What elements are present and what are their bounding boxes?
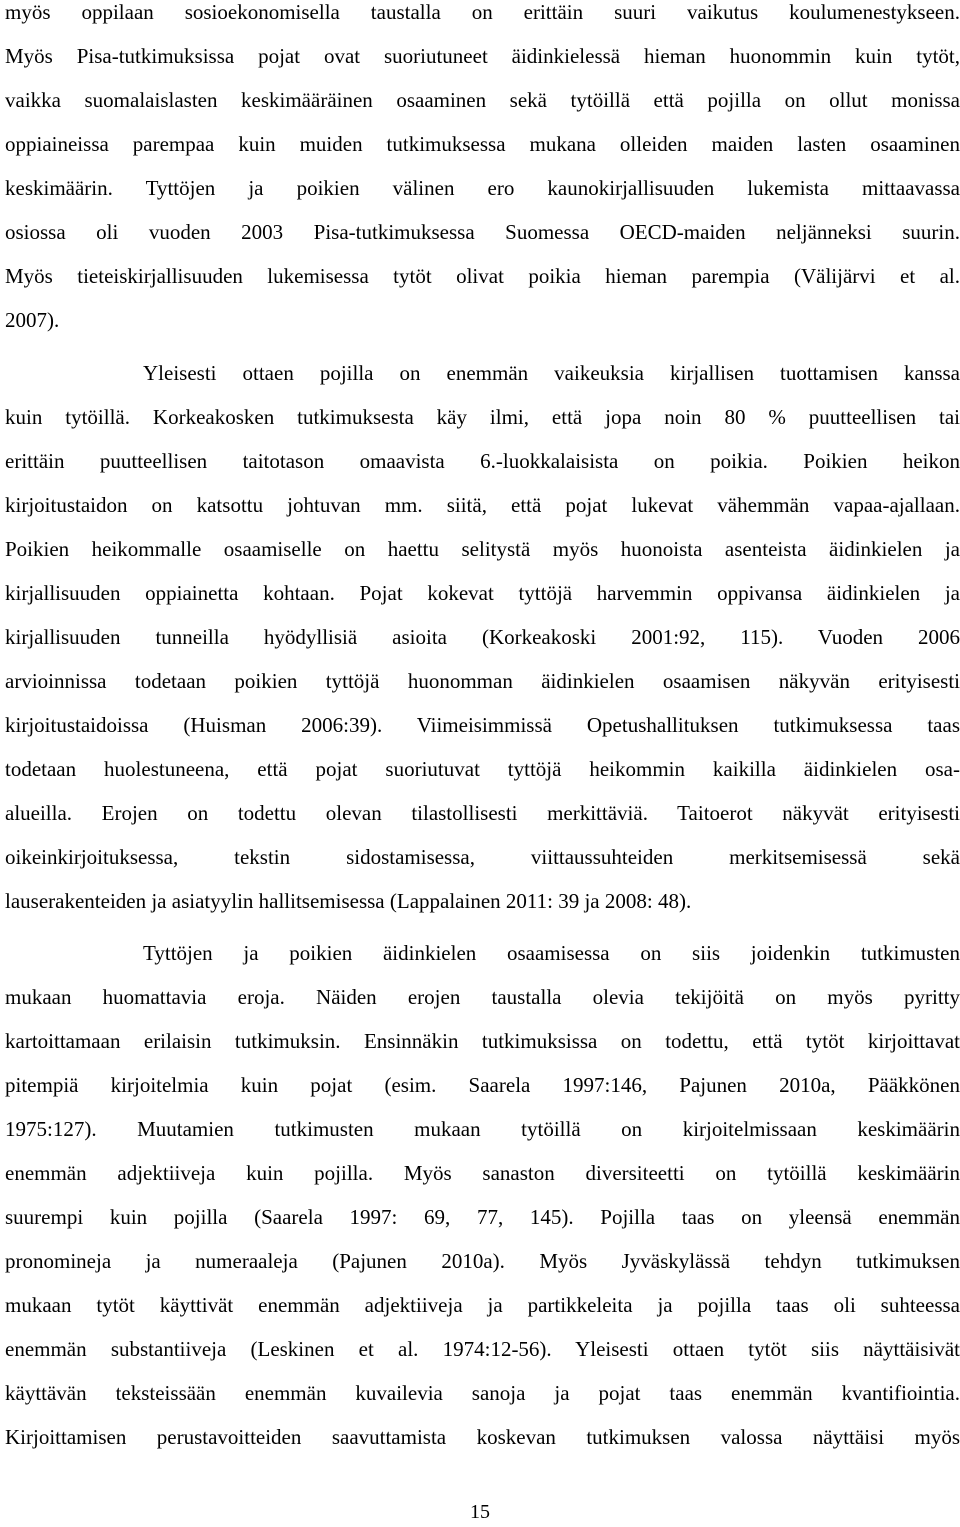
text-line: Myös tieteiskirjallisuuden lukemisessa tytöt olivat poikia hieman parempia (Välijärvi et al. xyxy=(5,264,960,288)
text-line: 1975:127). Muutamien tutkimusten mukaan tytöillä on kirjoitelmissaan keskimäärin xyxy=(5,1117,960,1141)
text-line: kirjoitustaidoissa (Huisman 2006:39). Viimeisimmissä Opetushallituksen tutkimuksessa taas xyxy=(5,713,960,737)
text-line: suurempi kuin pojilla (Saarela 1997: 69, 77, 145). Pojilla taas on yleensä enemmän xyxy=(5,1205,960,1229)
text-line: todetaan huolestuneena, että pojat suoriutuvat tyttöjä heikommin kaikilla äidinkielen osa- xyxy=(5,757,960,781)
text-line: arvioinnissa todetaan poikien tyttöjä huonomman äidinkielen osaamisen näkyvän erityisesti xyxy=(5,669,960,693)
paragraph-2 xyxy=(5,351,960,923)
text-line: alueilla. Erojen on todettu olevan tilastollisesti merkittäviä. Taitoerot näkyvät erityisesti xyxy=(5,801,960,825)
text-line: mukaan tytöt käyttivät enemmän adjektiiveja ja partikkeleita ja pojilla taas oli suhteessa xyxy=(5,1293,960,1317)
text-line: kirjallisuuden oppiainetta kohtaan. Pojat kokevat tyttöjä harvemmin oppivansa äidinkielen ja xyxy=(5,581,960,605)
text-line: Poikien heikommalle osaamiselle on haettu selitystä myös huonoista asenteista äidinkielen ja xyxy=(5,537,960,561)
text-line: enemmän adjektiiveja kuin pojilla. Myös sanaston diversiteetti on tytöillä keskimäärin xyxy=(5,1161,960,1185)
text-line: pitempiä kirjoitelmia kuin pojat (esim. Saarela 1997:146, Pajunen 2010a, Pääkkönen xyxy=(5,1073,960,1097)
page-number: 15 xyxy=(470,1501,490,1523)
text-line: myös oppilaan sosioekonomisella taustalla on erittäin suuri vaikutus koulumenestykseen. xyxy=(5,0,960,24)
text-line: lauserakenteiden ja asiatyylin hallitsemisessa (Lappalainen 2011: 39 ja 2008: 48). xyxy=(5,889,692,913)
text-line: kirjallisuuden tunneilla hyödyllisiä asioita (Korkeakoski 2001:92, 115). Vuoden 2006 xyxy=(5,625,960,649)
text-line: Myös Pisa-tutkimuksissa pojat ovat suoriutuneet äidinkielessä hieman huonommin kuin tytöt, xyxy=(5,44,960,68)
text-line: käyttävän teksteissään enemmän kuvailevia sanoja ja pojat taas enemmän kvantifiointia. xyxy=(5,1381,960,1405)
text-line: enemmän substantiiveja (Leskinen et al. 1974:12-56). Yleisesti ottaen tytöt siis näyttäisivät xyxy=(5,1337,960,1361)
text-line: vaikka suomalaislasten keskimääräinen osaaminen sekä tytöillä että pojilla on ollut monissa xyxy=(5,88,960,112)
document-page xyxy=(5,0,960,1527)
text-line: erittäin puutteellisen taitotason omaavista 6.-luokkalaisista on poikia. Poikien heikon xyxy=(5,449,960,473)
text-line: kuin tytöillä. Korkeakosken tutkimuksesta käy ilmi, että jopa noin 80 % puutteellisen tai xyxy=(5,405,960,429)
text-line: pronomineja ja numeraaleja (Pajunen 2010a). Myös Jyväskylässä tehdyn tutkimuksen xyxy=(5,1249,960,1273)
text-line: Kirjoittamisen perustavoitteiden saavuttamista koskevan tutkimuksen valossa näyttäisi myös xyxy=(5,1425,960,1449)
text-line: oikeinkirjoituksessa, tekstin sidostamisessa, viittaussuhteiden merkitsemisessä sekä xyxy=(5,845,960,869)
paragraph-3 xyxy=(5,931,960,1459)
text-line: osiossa oli vuoden 2003 Pisa-tutkimuksessa Suomessa OECD-maiden neljänneksi suurin. xyxy=(5,220,960,244)
text-line: oppiaineissa parempaa kuin muiden tutkimuksessa mukana olleiden maiden lasten osaaminen xyxy=(5,132,960,156)
text-line: 2007). xyxy=(5,308,60,332)
text-line: keskimäärin. Tyttöjen ja poikien välinen ero kaunokirjallisuuden lukemista mittaavassa xyxy=(5,176,960,200)
text-line: kartoittamaan erilaisin tutkimuksin. Ensinnäkin tutkimuksissa on todettu, että tytöt kirjoittavat xyxy=(5,1029,960,1053)
text-line: Tyttöjen ja poikien äidinkielen osaamisessa on siis joidenkin tutkimusten xyxy=(143,941,960,965)
text-line: Yleisesti ottaen pojilla on enemmän vaikeuksia kirjallisen tuottamisen kanssa xyxy=(143,361,960,385)
paragraph-1 xyxy=(5,0,960,342)
text-line: mukaan huomattavia eroja. Näiden erojen taustalla olevia tekijöitä on myös pyritty xyxy=(5,985,960,1009)
text-line: kirjoitustaidon on katsottu johtuvan mm. siitä, että pojat lukevat vähemmän vapaa-ajallaan. xyxy=(5,493,960,517)
